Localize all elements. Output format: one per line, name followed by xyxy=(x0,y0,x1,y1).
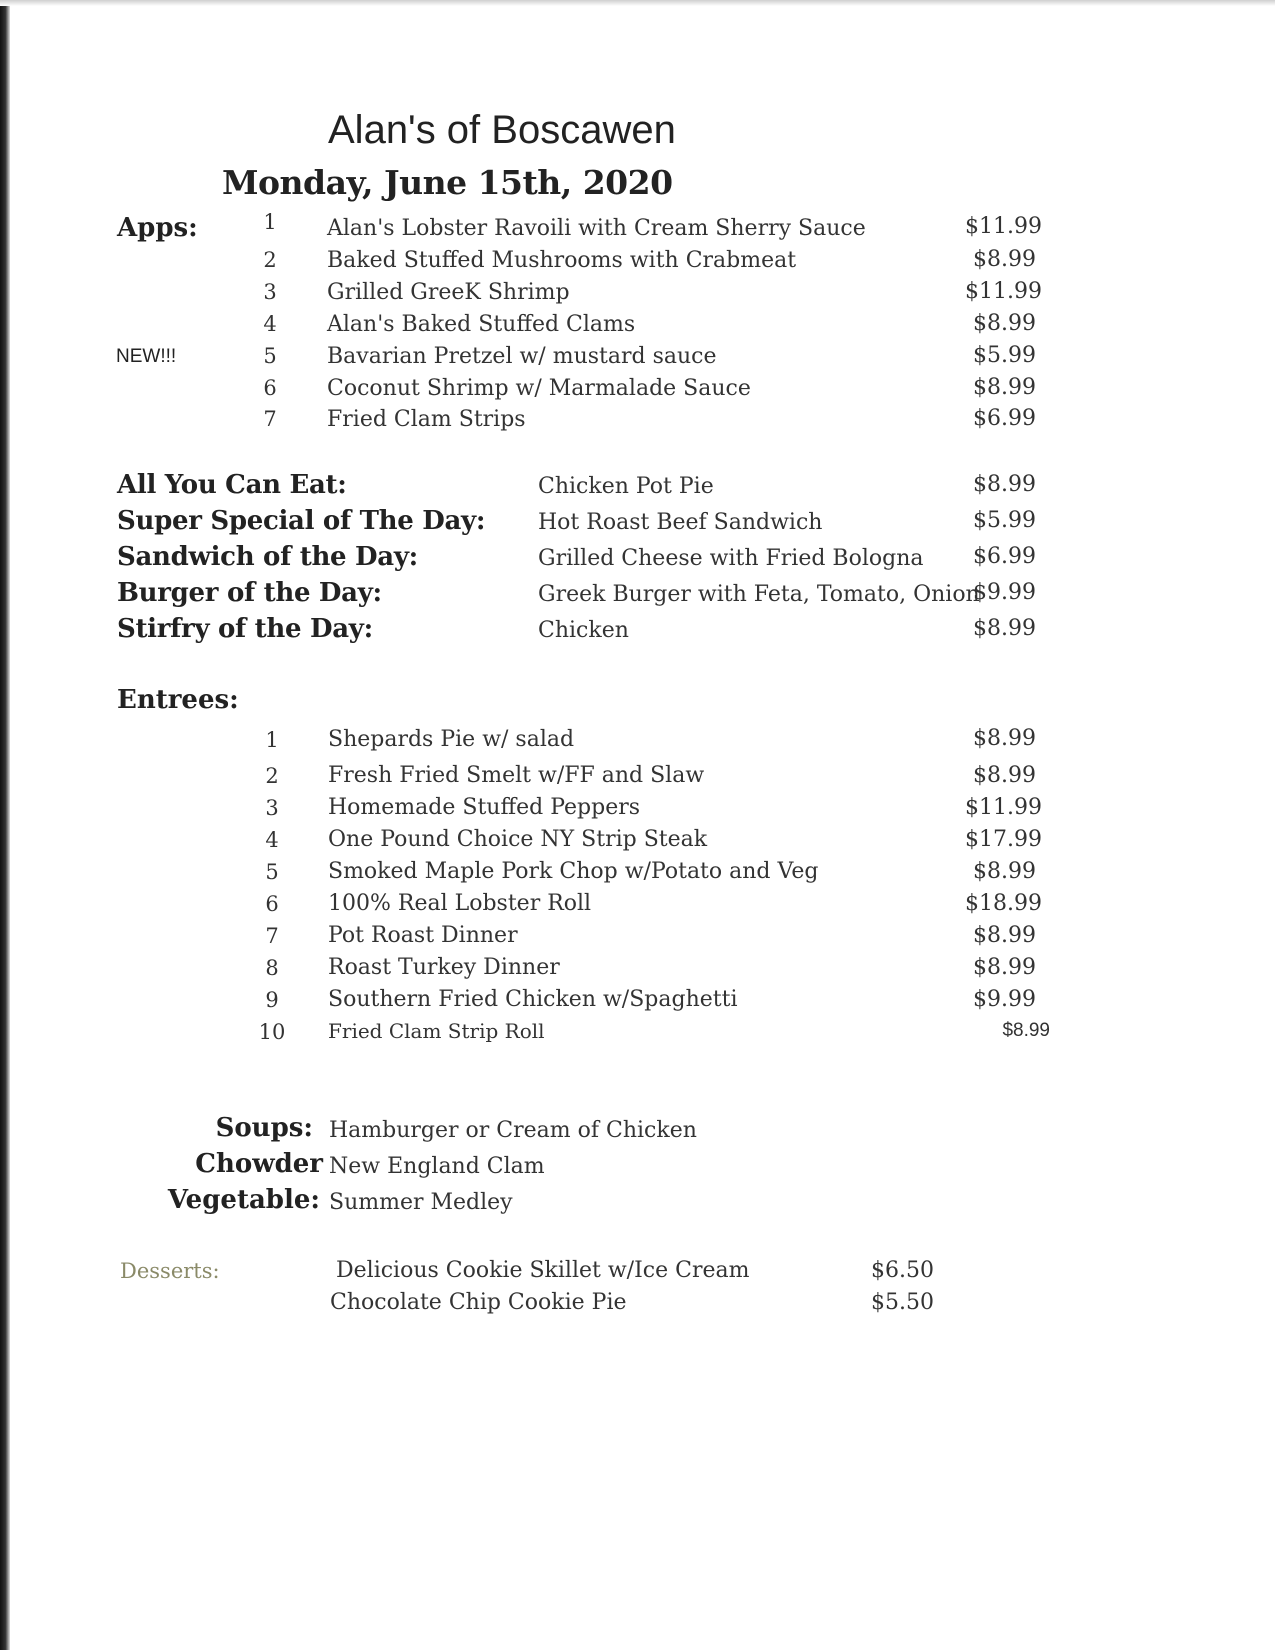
new-tag: NEW!!! xyxy=(116,346,177,367)
entree-name: Roast Turkey Dinner xyxy=(328,955,560,980)
special-label: Super Special of The Day: xyxy=(117,506,486,536)
special-label: All You Can Eat: xyxy=(117,470,347,500)
app-name: Alan's Baked Stuffed Clams xyxy=(327,312,636,337)
special-label: Sandwich of the Day: xyxy=(117,542,418,572)
side-label: Chowder xyxy=(195,1149,323,1179)
entree-price: $9.99 xyxy=(973,987,1036,1012)
menu-date: Monday, June 15th, 2020 xyxy=(222,163,673,202)
app-name: Grilled GreeK Shrimp xyxy=(327,280,570,305)
entree-num: 8 xyxy=(265,956,279,980)
app-num: 3 xyxy=(263,280,277,304)
scan-edge-top xyxy=(0,0,1275,6)
entree-name: Smoked Maple Pork Chop w/Potato and Veg xyxy=(328,859,819,884)
entree-num: 7 xyxy=(265,924,279,948)
app-num: 2 xyxy=(263,248,277,272)
side-value: New England Clam xyxy=(329,1154,545,1179)
app-name: Baked Stuffed Mushrooms with Crabmeat xyxy=(327,248,797,273)
entree-name: One Pound Choice NY Strip Steak xyxy=(328,827,708,852)
entree-num: 2 xyxy=(265,764,279,788)
entree-price: $8.99 xyxy=(1002,1020,1050,1041)
app-price: $11.99 xyxy=(965,279,1042,304)
desserts-heading: Desserts: xyxy=(120,1259,220,1283)
special-item: Greek Burger with Feta, Tomato, Onion xyxy=(538,582,980,607)
special-item: Chicken Pot Pie xyxy=(538,474,714,499)
special-price: $6.99 xyxy=(973,544,1036,569)
entree-price: $17.99 xyxy=(965,827,1042,852)
entree-price: $8.99 xyxy=(973,763,1036,788)
entree-name: Fried Clam Strip Roll xyxy=(328,1019,545,1043)
app-price: $8.99 xyxy=(973,375,1036,400)
entree-price: $8.99 xyxy=(973,859,1036,884)
scan-edge-left xyxy=(0,0,10,1650)
dessert-name: Delicious Cookie Skillet w/Ice Cream xyxy=(336,1258,750,1283)
restaurant-title: Alan's of Boscawen xyxy=(328,108,676,152)
entree-num: 10 xyxy=(258,1020,286,1044)
side-value: Hamburger or Cream of Chicken xyxy=(329,1118,697,1143)
entree-name: Southern Fried Chicken w/Spaghetti xyxy=(328,987,738,1012)
app-num: 6 xyxy=(263,376,277,400)
app-num: 1 xyxy=(263,210,277,234)
entree-price: $8.99 xyxy=(973,726,1036,751)
dessert-price: $6.50 xyxy=(871,1258,934,1283)
app-price: $5.99 xyxy=(973,343,1036,368)
app-price: $8.99 xyxy=(973,311,1036,336)
entree-num: 6 xyxy=(265,892,279,916)
entree-price: $8.99 xyxy=(973,955,1036,980)
side-label: Vegetable: xyxy=(167,1185,320,1215)
entree-name: Shepards Pie w/ salad xyxy=(328,727,575,752)
entrees-heading: Entrees: xyxy=(117,685,239,715)
dessert-price: $5.50 xyxy=(871,1290,934,1315)
special-price: $5.99 xyxy=(973,508,1036,533)
entree-name: Pot Roast Dinner xyxy=(328,923,518,948)
app-price: $8.99 xyxy=(973,247,1036,272)
entree-price: $11.99 xyxy=(965,795,1042,820)
entree-price: $18.99 xyxy=(965,891,1042,916)
app-num: 4 xyxy=(263,312,277,336)
app-num: 7 xyxy=(263,407,277,431)
app-price: $6.99 xyxy=(973,406,1036,431)
apps-heading: Apps: xyxy=(117,213,198,243)
app-name: Coconut Shrimp w/ Marmalade Sauce xyxy=(327,376,751,401)
side-value: Summer Medley xyxy=(329,1190,513,1215)
side-label: Soups: xyxy=(215,1113,313,1143)
entree-num: 1 xyxy=(265,728,279,752)
special-price: $9.99 xyxy=(973,580,1036,605)
entree-num: 5 xyxy=(265,860,279,884)
entree-num: 4 xyxy=(265,828,279,852)
app-name: Fried Clam Strips xyxy=(327,407,526,432)
special-item: Grilled Cheese with Fried Bologna xyxy=(538,546,924,571)
entree-name: 100% Real Lobster Roll xyxy=(328,891,592,916)
app-price: $11.99 xyxy=(965,214,1042,239)
dessert-name: Chocolate Chip Cookie Pie xyxy=(330,1290,627,1315)
special-label: Burger of the Day: xyxy=(117,578,382,608)
app-name: Bavarian Pretzel w/ mustard sauce xyxy=(327,344,717,369)
special-price: $8.99 xyxy=(973,616,1036,641)
entree-name: Homemade Stuffed Peppers xyxy=(328,795,641,820)
entree-price: $8.99 xyxy=(973,923,1036,948)
app-num: 5 xyxy=(263,344,277,368)
entree-num: 3 xyxy=(265,796,279,820)
entree-num: 9 xyxy=(265,988,279,1012)
entree-name: Fresh Fried Smelt w/FF and Slaw xyxy=(328,763,705,788)
app-name: Alan's Lobster Ravoili with Cream Sherry Sauce xyxy=(327,216,866,241)
special-price: $8.99 xyxy=(973,472,1036,497)
special-label: Stirfry of the Day: xyxy=(117,614,373,644)
special-item: Chicken xyxy=(538,618,629,643)
special-item: Hot Roast Beef Sandwich xyxy=(538,510,823,535)
